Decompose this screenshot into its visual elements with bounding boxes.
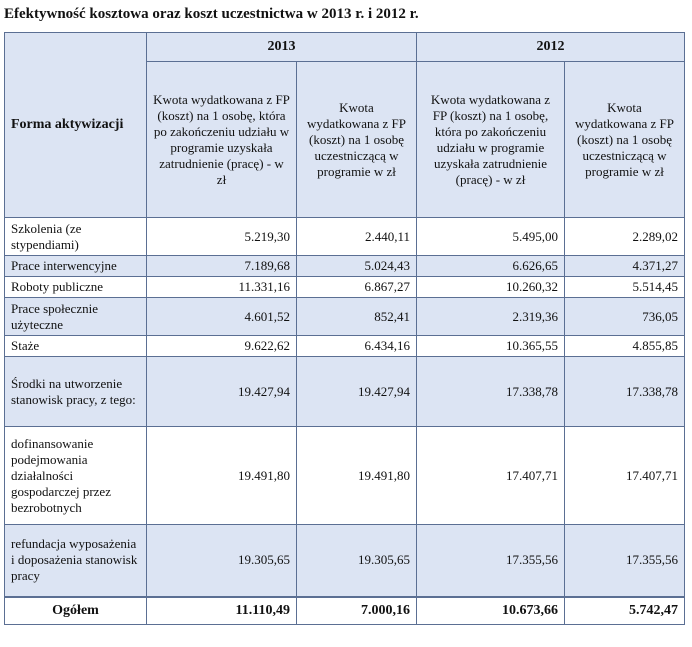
cell-value: 6.626,65 xyxy=(417,256,565,277)
row-label: Środki na utworzenie stanowisk pracy, z tego: xyxy=(5,357,147,427)
cell-value: 17.407,71 xyxy=(565,427,685,525)
table-row xyxy=(5,218,685,256)
cost-efficiency-table xyxy=(4,32,685,625)
total-value: 7.000,16 xyxy=(297,597,417,625)
cell-value: 19.491,80 xyxy=(147,427,297,525)
cell-value: 11.331,16 xyxy=(147,277,297,298)
cell-value: 10.365,55 xyxy=(417,336,565,357)
cell-value: 17.355,56 xyxy=(565,525,685,597)
table-row xyxy=(5,336,685,357)
total-value: 10.673,66 xyxy=(417,597,565,625)
col-header-participant-2012: Kwota wydatkowana z FP (koszt) na 1 osobę uczestniczącą w programie w zł xyxy=(565,62,685,218)
cell-value: 19.427,94 xyxy=(297,357,417,427)
cell-value: 5.024,43 xyxy=(297,256,417,277)
total-label: Ogółem xyxy=(5,597,147,625)
cell-value: 2.319,36 xyxy=(417,298,565,336)
cell-value: 4.371,27 xyxy=(565,256,685,277)
table-title: Efektywność kosztowa oraz koszt uczestnictwa w 2013 r. i 2012 r. xyxy=(4,6,419,22)
cell-value: 736,05 xyxy=(565,298,685,336)
cell-value: 5.514,45 xyxy=(565,277,685,298)
cell-value: 17.407,71 xyxy=(417,427,565,525)
row-label: Szkolenia (ze stypendiami) xyxy=(5,218,147,256)
forma-header: Forma aktywizacji xyxy=(5,33,147,218)
table-row xyxy=(5,357,685,427)
total-value: 11.110,49 xyxy=(147,597,297,625)
cell-value: 10.260,32 xyxy=(417,277,565,298)
table-row xyxy=(5,525,685,597)
table-row xyxy=(5,256,685,277)
cell-value: 2.440,11 xyxy=(297,218,417,256)
total-value: 5.742,47 xyxy=(565,597,685,625)
table-row xyxy=(5,427,685,525)
table-row xyxy=(5,298,685,336)
year-2013-header: 2013 xyxy=(147,33,417,62)
table-row xyxy=(5,277,685,298)
cell-value: 19.491,80 xyxy=(297,427,417,525)
row-label: Staże xyxy=(5,336,147,357)
cell-value: 17.338,78 xyxy=(417,357,565,427)
cell-value: 6.867,27 xyxy=(297,277,417,298)
cell-value: 2.289,02 xyxy=(565,218,685,256)
cell-value: 4.601,52 xyxy=(147,298,297,336)
cell-value: 19.427,94 xyxy=(147,357,297,427)
year-2012-header: 2012 xyxy=(417,33,685,62)
cell-value: 19.305,65 xyxy=(297,525,417,597)
total-row xyxy=(5,597,685,625)
cell-value: 9.622,62 xyxy=(147,336,297,357)
row-label: refundacja wyposażenia i doposażenia stanowisk pracy xyxy=(5,525,147,597)
cell-value: 19.305,65 xyxy=(147,525,297,597)
col-header-employed-2013: Kwota wydatkowana z FP (koszt) na 1 osobę, która po zakończeniu udziału w programie uzyskała zatrudnienie (pracę) - w zł xyxy=(147,62,297,218)
cell-value: 5.219,30 xyxy=(147,218,297,256)
col-header-employed-2012: Kwota wydatkowana z FP (koszt) na 1 osobę, która po zakończeniu udziału w programie uzyskała zatrudnienie (pracę) - w zł xyxy=(417,62,565,218)
cell-value: 6.434,16 xyxy=(297,336,417,357)
cell-value: 5.495,00 xyxy=(417,218,565,256)
row-label: dofinansowanie podejmowania działalności gospodarczej przez bezrobotnych xyxy=(5,427,147,525)
cell-value: 17.338,78 xyxy=(565,357,685,427)
cell-value: 4.855,85 xyxy=(565,336,685,357)
row-label: Prace społecznie użyteczne xyxy=(5,298,147,336)
row-label: Prace interwencyjne xyxy=(5,256,147,277)
row-label: Roboty publiczne xyxy=(5,277,147,298)
cell-value: 7.189,68 xyxy=(147,256,297,277)
col-header-participant-2013: Kwota wydatkowana z FP (koszt) na 1 osobę uczestniczącą w programie w zł xyxy=(297,62,417,218)
cell-value: 852,41 xyxy=(297,298,417,336)
cell-value: 17.355,56 xyxy=(417,525,565,597)
